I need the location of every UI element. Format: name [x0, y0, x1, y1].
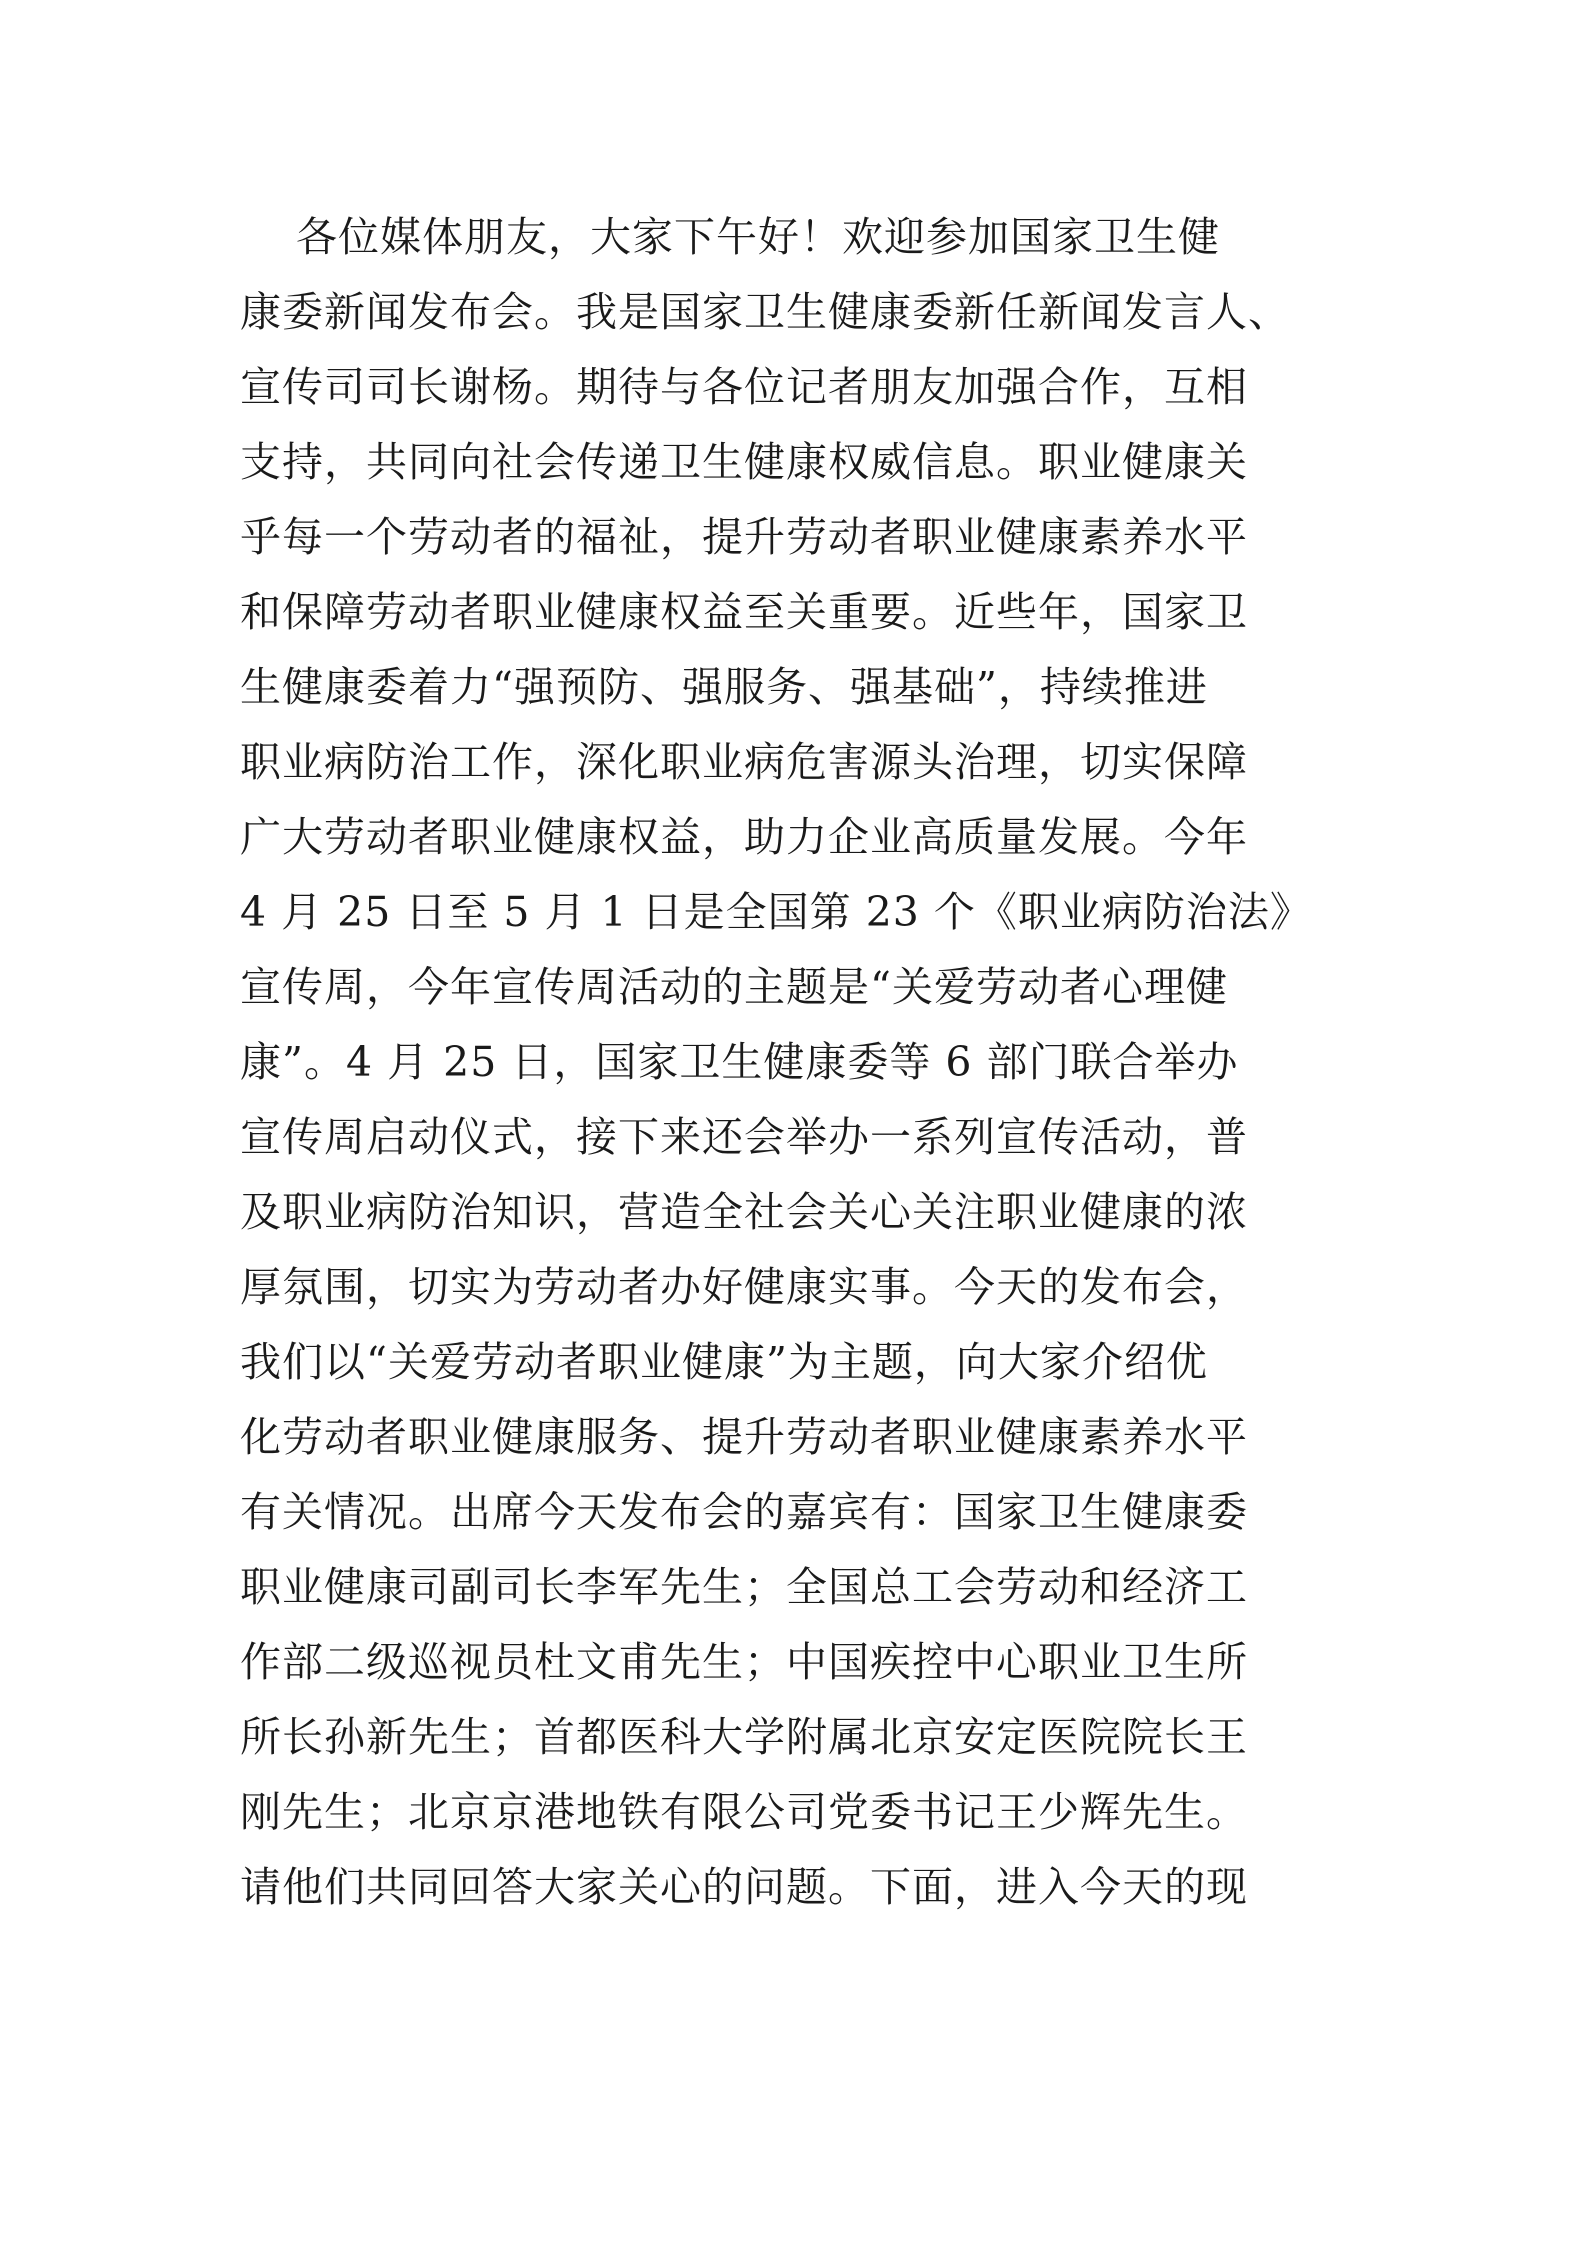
text-line: 厚氛围，切实为劳动者办好健康实事。今天的发布会， [240, 1263, 1248, 1311]
text-line: 及职业病防治知识，营造全社会关心关注职业健康的浓 [240, 1188, 1248, 1236]
text-line: 宣传司司长谢杨。期待与各位记者朋友加强合作，互相 [240, 363, 1248, 411]
text-line: 作部二级巡视员杜文甫先生；中国疾控中心职业卫生所 [240, 1638, 1248, 1686]
text-line: 宣传周，今年宣传周活动的主题是“关爱劳动者心理健 [240, 963, 1228, 1011]
text-line: 职业病防治工作，深化职业病危害源头治理，切实保障 [240, 738, 1248, 786]
text-line: 有关情况。出席今天发布会的嘉宾有：国家卫生健康委 [240, 1488, 1248, 1536]
text-line: 康委新闻发布会。我是国家卫生健康委新任新闻发言人、 [240, 288, 1290, 336]
text-line: 康”。4 月 25 日，国家卫生健康委等 6 部门联合举办 [240, 1038, 1239, 1086]
text-line: 职业健康司副司长李军先生；全国总工会劳动和经济工 [240, 1563, 1248, 1611]
text-line: 支持，共同向社会传递卫生健康权威信息。职业健康关 [240, 438, 1248, 486]
text-line: 我们以“关爱劳动者职业健康”为主题，向大家介绍优 [240, 1338, 1208, 1386]
text-line: 请他们共同回答大家关心的问题。下面，进入今天的现 [240, 1863, 1248, 1911]
text-line: 化劳动者职业健康服务、提升劳动者职业健康素养水平 [240, 1413, 1248, 1461]
text-line: 所长孙新先生；首都医科大学附属北京安定医院院长王 [240, 1713, 1248, 1761]
press-release-paragraph [240, 200, 1370, 1925]
text-line: 生健康委着力“强预防、强服务、强基础”，持续推进 [240, 663, 1208, 711]
text-line: 乎每一个劳动者的福祉，提升劳动者职业健康素养水平 [240, 513, 1248, 561]
text-line: 和保障劳动者职业健康权益至关重要。近些年，国家卫 [240, 588, 1248, 636]
text-line: 4 月 25 日至 5 月 1 日是全国第 23 个《职业病防治法》 [240, 888, 1312, 936]
text-line: 各位媒体朋友，大家下午好！欢迎参加国家卫生健 [296, 213, 1220, 261]
text-line: 广大劳动者职业健康权益，助力企业高质量发展。今年 [240, 813, 1248, 861]
text-line: 刚先生；北京京港地铁有限公司党委书记王少辉先生。 [240, 1788, 1248, 1836]
text-line: 宣传周启动仪式，接下来还会举办一系列宣传活动，普 [240, 1113, 1248, 1161]
